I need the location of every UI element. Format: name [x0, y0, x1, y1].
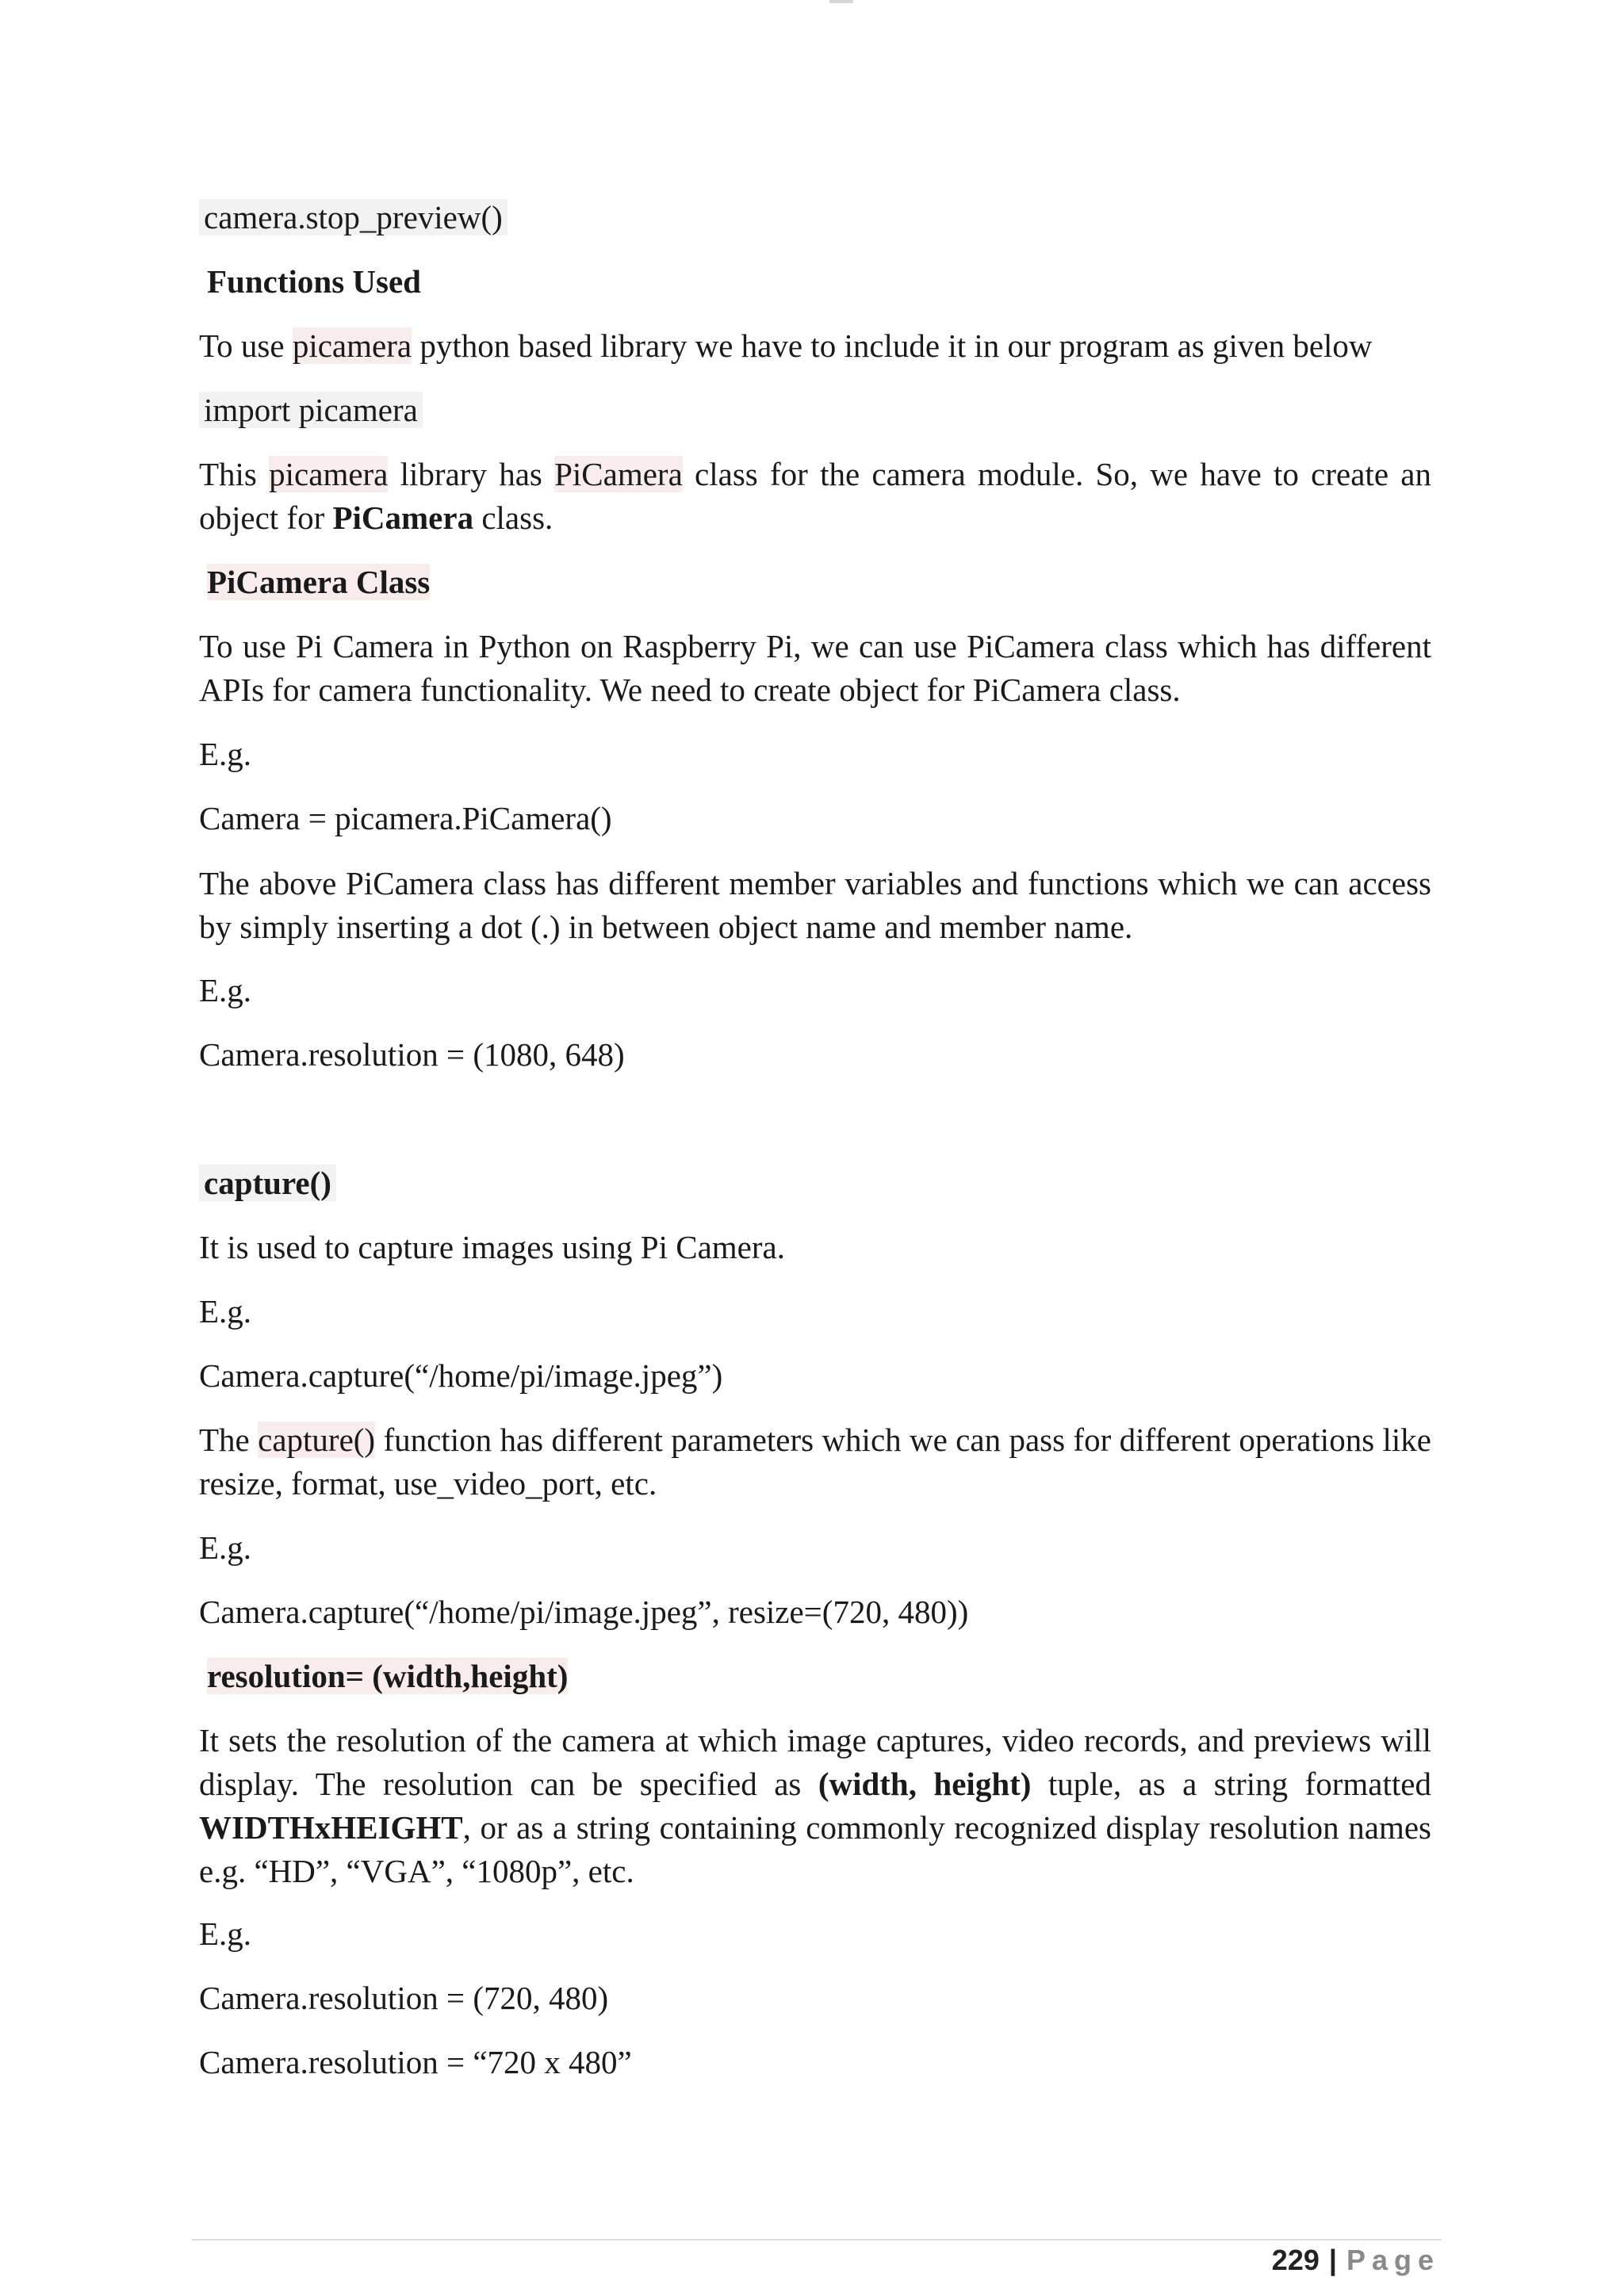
code-import: import picamera: [199, 388, 1431, 432]
eg-3: E.g.: [199, 1293, 252, 1330]
para-capture: It is used to capture images using Pi Camera.: [199, 1229, 785, 1265]
code-resolution-tuple: Camera.resolution = (720, 480): [199, 1980, 609, 2016]
code-resolution-1080: Camera.resolution = (1080, 648): [199, 1036, 625, 1073]
para-member-access: The above PiCamera class has different member variables and functions which we can access by simply inserting a dot (.) in between object name and member name.: [199, 865, 1431, 945]
page-number: 229: [1271, 2244, 1320, 2276]
code-stop-preview: camera.stop_preview(): [199, 196, 1431, 239]
para-resolution: It sets the resolution of the camera at which image captures, video records, and previews will display. The resolution can be specified as (width, height) tuple, as a string formatted WIDTHxHEIGHT, or as a string containing commonly recognized display resolution names e.g. “HD”, “VGA”, “1080p”, etc.: [199, 1722, 1431, 1889]
top-mark: [829, 0, 853, 3]
page-footer: [1272, 2241, 1440, 2280]
code-capture-resize: Camera.capture(“/home/pi/image.jpeg”, resize=(720, 480)): [199, 1594, 969, 1630]
footer-divider: [192, 2239, 1442, 2241]
para-capture-params: The capture() function has different parameters which we can pass for different operations like resize, format, use_video_port, etc.: [199, 1422, 1432, 1502]
heading-capture: capture(): [199, 1161, 1431, 1205]
code-create-camera: Camera = picamera.PiCamera(): [199, 800, 612, 836]
eg-5: E.g.: [199, 1915, 252, 1952]
footer-separator: |: [1328, 2244, 1337, 2276]
code-resolution-string: Camera.resolution = “720 x 480”: [199, 2044, 632, 2080]
para-picamera-class: To use Pi Camera in Python on Raspberry Pi, we can use PiCamera class which has different APIs for camera functionality. We need to create object for PiCamera class.: [199, 628, 1431, 708]
eg-4: E.g.: [199, 1529, 252, 1566]
eg-1: E.g.: [199, 736, 252, 772]
eg-2: E.g.: [199, 972, 252, 1008]
para-use-picamera: To use picamera python based library we have to include it in our program as given below: [199, 327, 1373, 364]
heading-picamera-class: PiCamera Class: [207, 564, 431, 600]
page-label: Page: [1346, 2244, 1440, 2276]
para-picamera-class-intro: This picamera library has PiCamera class for the camera module. So, we have to create an object for PiCamera class.: [199, 456, 1431, 536]
code-capture-1: Camera.capture(“/home/pi/image.jpeg”): [199, 1357, 723, 1394]
heading-functions-used: Functions Used: [207, 263, 421, 300]
heading-resolution: resolution= (width,height): [207, 1658, 569, 1694]
